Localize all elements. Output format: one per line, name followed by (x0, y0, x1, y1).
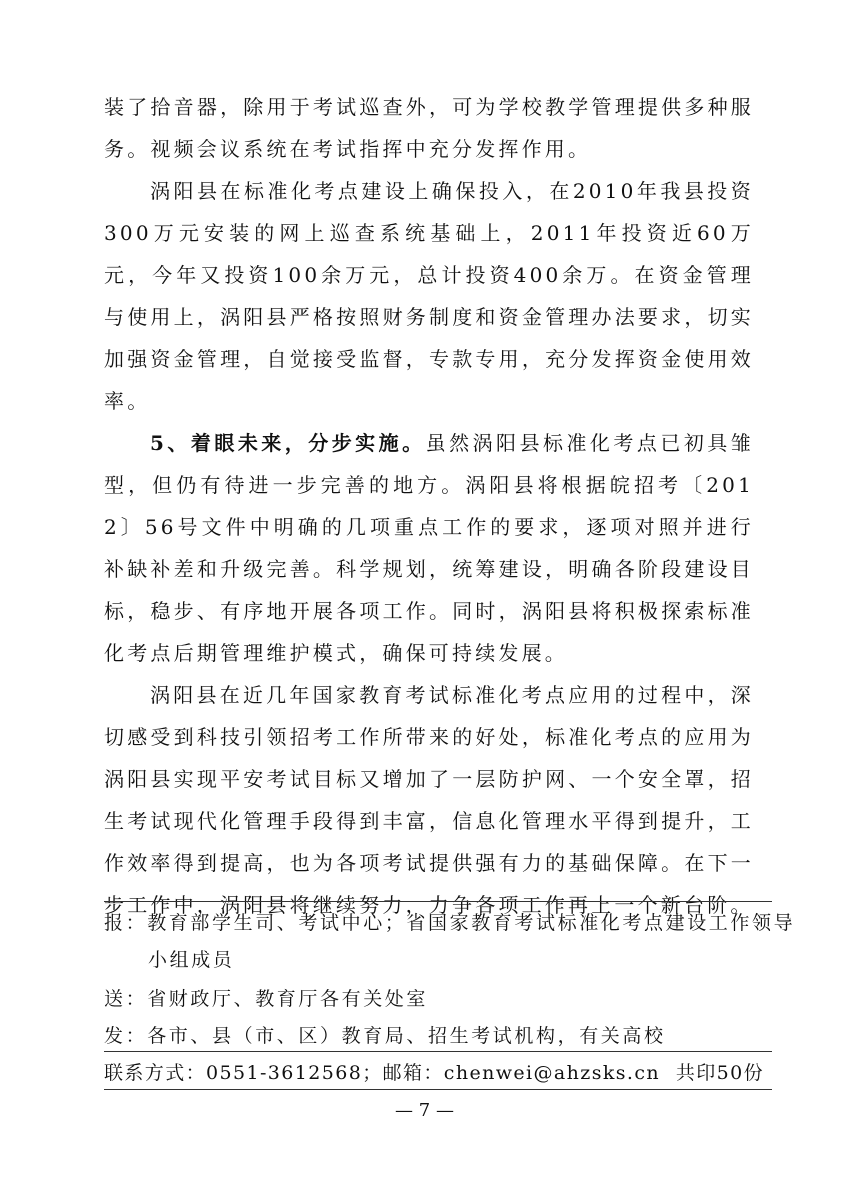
paragraph-4: 涡阳县在近几年国家教育考试标准化考点应用的过程中，深切感受到科技引领招考工作所带来的好处，标准化考点的应用为涡阳县实现平安考试目标又增加了一层防护网、一个安全罩，招生考试现代化管理手段得到丰富，信息化管理水平得到提升，工作效率得到提高，也为各项考试提供强有力的基础保障。在下一步工作中，涡阳县将继续努力，力争各项工作再上一个新台阶。 (104, 683, 754, 917)
body-text (104, 86, 754, 926)
distribution-list (104, 908, 796, 1048)
divider-bottom (104, 1089, 772, 1090)
page-number: — 7 — (395, 1100, 454, 1121)
divider-top (104, 901, 772, 902)
paragraph-3 (104, 422, 754, 674)
paragraph-3-lead: 5、着眼未来，分步实施。 (150, 431, 426, 455)
issue-to-line: 发：各市、县（市、区）教育局、招生考试机构，有关高校 (104, 1025, 666, 1047)
report-to-line-continued: 小组成员 (148, 949, 235, 971)
report-to-line: 报：教育部学生司、考试中心；省国家教育考试标准化考点建设工作领导 (104, 912, 796, 934)
copies-count: 共印50份 (675, 1062, 764, 1084)
divider-middle (104, 1051, 772, 1052)
paragraph-1: 装了拾音器，除用于考试巡查外，可为学校教学管理提供多种服务。视频会议系统在考试指挥中充分发挥作用。 (104, 95, 754, 161)
paragraph-2: 涡阳县在标准化考点建设上确保投入，在2010年我县投资300万元安装的网上巡查系统基础上，2011年投资近60万元，今年又投资100余万元，总计投资400余万。在资金管理与使用上，涡阳县严格按照财务制度和资金管理办法要求，切实加强资金管理，自觉接受监督，专款专用，充分发挥资金使用效率。 (104, 179, 754, 413)
contact-line (104, 1058, 764, 1084)
send-to-line: 送：省财政厅、教育厅各有关处室 (104, 988, 429, 1010)
paragraph-3-text: 虽然涡阳县标准化考点已初具雏型，但仍有待进一步完善的地方。涡阳县将根据皖招考〔2012〕56号文件中明确的几项重点工作的要求，逐项对照并进行补缺补差和升级完善。科学规划，统筹建设，明确各阶段建设目标，稳步、有序地开展各项工作。同时，涡阳县将积极探索标准化考点后期管理维护模式，确保可持续发展。 (104, 431, 754, 665)
contact-info: 联系方式：0551-3612568；邮箱：chenwei@ahzsks.cn (104, 1062, 661, 1084)
